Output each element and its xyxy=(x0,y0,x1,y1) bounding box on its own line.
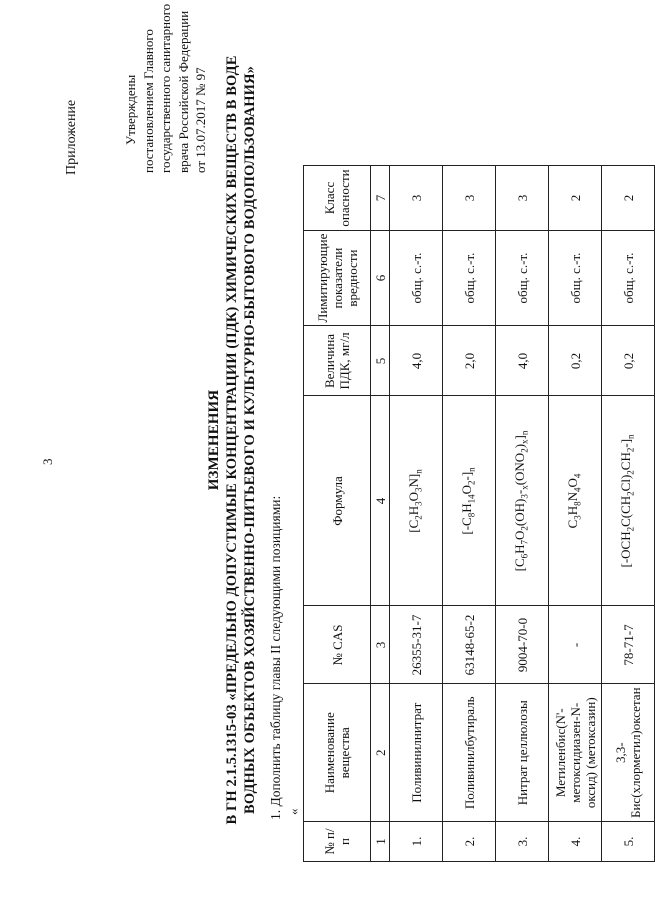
header-pdk: Величина ПДК, мг/л xyxy=(304,326,371,396)
table-header-row xyxy=(304,166,371,862)
cell-formula: $C_3H_8N_4O_4$ xyxy=(549,396,602,606)
header-name: Наименование вещества xyxy=(304,684,371,822)
cell-num: 1. xyxy=(390,822,443,862)
column-number: 1 xyxy=(371,822,390,862)
approval-line: врача Российской Федерации xyxy=(175,10,191,173)
header-formula: Формула xyxy=(304,396,371,606)
cell-class: 3 xyxy=(390,166,443,230)
cell-cas: 78-71-7 xyxy=(602,606,655,684)
cell-num: 5. xyxy=(602,822,655,862)
column-number: 7 xyxy=(371,166,390,230)
cell-formula: $[C_6H_7O_2(OH)_3-_x(ONO_2)_x]_n$ xyxy=(496,396,549,606)
cell-pdk: 4,0 xyxy=(390,326,443,396)
table-row xyxy=(549,166,602,862)
header-num: № п/п xyxy=(304,822,371,862)
document-title xyxy=(205,30,259,850)
approval-block xyxy=(122,4,210,173)
cell-num: 3. xyxy=(496,822,549,862)
cell-pdk: 2,0 xyxy=(443,326,496,396)
cell-name: 3,3-Бис(хлорметил)оксетан xyxy=(602,684,655,822)
cell-limit: общ. с.-т. xyxy=(602,230,655,326)
cell-limit: общ. с.-т. xyxy=(549,230,602,326)
cell-num: 4. xyxy=(549,822,602,862)
substances-table xyxy=(303,165,655,862)
table-body xyxy=(390,166,655,862)
cell-class: 3 xyxy=(443,166,496,230)
cell-limit: общ. с.-т. xyxy=(390,230,443,326)
cell-pdk: 0,2 xyxy=(549,326,602,396)
title-line: ВОДНЫХ ОБЪЕКТОВ ХОЗЯЙСТВЕННО-ПИТЬЕВОГО И КУЛЬТУРНО-БЫТОВОГО ВОДОПОЛЬЗОВАНИЯ» xyxy=(242,66,258,814)
column-number-row xyxy=(371,166,390,862)
table-row xyxy=(390,166,443,862)
header-limit: Лимитирующие показатели вредности xyxy=(304,230,371,326)
cell-num: 2. xyxy=(443,822,496,862)
approval-line: от 13.07.2017 № 97 xyxy=(193,67,208,173)
approval-line: постановлением Главного xyxy=(140,29,156,173)
table-row xyxy=(443,166,496,862)
cell-formula: $[-OCH_2C(CH_2Cl)_2CH_2-]_n$ xyxy=(602,396,655,606)
page-number: 3 xyxy=(40,458,55,465)
cell-name: Поливинилнитрат xyxy=(390,684,443,822)
column-number: 3 xyxy=(371,606,390,684)
column-number: 4 xyxy=(371,396,390,606)
header-cas: № CAS xyxy=(304,606,371,684)
table-row xyxy=(496,166,549,862)
title-line: В ГН 2.1.5.1315-03 «ПРЕДЕЛЬНО ДОПУСТИМЫЕ КОНЦЕНТРАЦИИ (ПДК) ХИМИЧЕСКИХ ВЕЩЕСТВ В ВОДЕ xyxy=(224,55,240,825)
cell-cas: - xyxy=(549,606,602,684)
cell-limit: общ. с.-т. xyxy=(443,230,496,326)
approval-line: государственного санитарного xyxy=(158,3,173,173)
header-class: Класс опасности xyxy=(304,166,371,230)
appendix-label: Приложение xyxy=(64,99,79,175)
cell-limit: общ. с.-т. xyxy=(496,230,549,326)
cell-class: 2 xyxy=(602,166,655,230)
cell-formula: $[-C_8H_{14}O_2-]_n$ xyxy=(443,396,496,606)
cell-cas: 9004-70-0 xyxy=(496,606,549,684)
approval-line: Утверждены xyxy=(123,74,138,145)
cell-pdk: 4,0 xyxy=(496,326,549,396)
cell-class: 2 xyxy=(549,166,602,230)
cell-name: Нитрат целлюлозы xyxy=(496,684,549,822)
cell-formula: $[C_2H_3O_3N]_n$ xyxy=(390,396,443,606)
cell-class: 3 xyxy=(496,166,549,230)
cell-cas: 63148-65-2 xyxy=(443,606,496,684)
column-number: 6 xyxy=(371,230,390,326)
opening-quote: « xyxy=(286,808,301,815)
cell-pdk: 0,2 xyxy=(602,326,655,396)
cell-cas: 26355-31-7 xyxy=(390,606,443,684)
cell-name: Поливинилбутираль xyxy=(443,684,496,822)
table-row xyxy=(602,166,655,862)
intro-text: 1. Дополнить таблицу главы II следующими позициями: xyxy=(268,495,283,820)
column-number: 2 xyxy=(371,684,390,822)
column-number: 5 xyxy=(371,326,390,396)
title-heading: ИЗМЕНЕНИЯ xyxy=(206,389,222,491)
cell-name: Метиленбис(N'-метоксидиазен-N-оксид) (метоксазин) xyxy=(549,684,602,822)
